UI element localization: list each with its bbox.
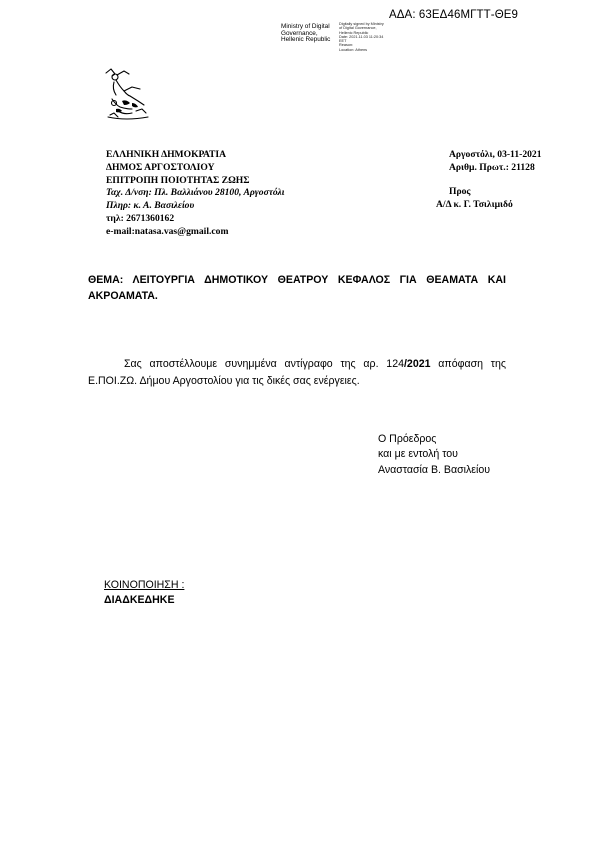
sender-block (106, 149, 284, 239)
body-word: αρ. (363, 358, 379, 370)
body-line-2: Ε.ΠΟΙ.ΖΩ. Δήμου Αργοστολίου για τις δικές σας ενέργειες. (88, 374, 360, 387)
subject-line: ΘΕΜΑ: ΛΕΙΤΟΥΡΓΙΑ ΔΗΜΟΤΙΚΟΥ ΘΕΑΤΡΟΥ ΚΕΦΑΛΟΣ ΓΙΑ ΘΕΑΜΑΤΑ ΚΑΙ ΑΚΡΟΑΜΑΤΑ. (88, 274, 506, 302)
date-place: Αργοστόλι, 03-11-2021 (449, 149, 542, 160)
protocol-number: Αριθμ. Πρωτ.: 21128 (449, 161, 535, 173)
body-word: της (340, 358, 356, 370)
ada-code: ΑΔΑ: 63ΕΔ46ΜΓΤΤ-ΘΕ9 (389, 9, 519, 21)
signature-detail-line: Reason: (339, 43, 354, 48)
digital-signature-signer (281, 24, 330, 44)
org-email: e-mail:natasa.vas@gmail.com (106, 225, 229, 237)
hermes-emblem-icon (102, 65, 150, 123)
date-protocol-block (449, 149, 542, 175)
decision-number: 124/2021 (386, 358, 431, 370)
signature-authority: και με εντολή του (378, 448, 458, 461)
signature-detail-line: Hellenic Republic (339, 30, 369, 35)
signature-detail-line: Date: 2021.11.03 11:20:34 (339, 34, 384, 39)
signature-detail-line: Digitally signed by Ministry (339, 22, 384, 26)
org-country: ΕΛΛΗΝΙΚΗ ΔΗΜΟΚΡΑΤΙΑ (106, 149, 227, 160)
notification-label: ΚΟΙΝΟΠΟΙΗΣΗ : (104, 579, 185, 591)
signer-line: Ministry of Digital (281, 23, 330, 30)
signature-name: Αναστασία Β. Βασιλείου (378, 463, 491, 476)
notification-value: ΔΙΑΔΚΕΔΗΚΕ (104, 594, 175, 607)
recipient: Α/Δ κ. Γ. Τσιλιμιδό (436, 199, 513, 210)
to-label: Προς (449, 186, 471, 197)
body-word: Σας (124, 358, 142, 370)
org-contact-person: Πληρ: κ. Α. Βασιλείου (106, 200, 195, 212)
org-municipality: ΔΗΜΟΣ ΑΡΓΟΣΤΟΛΙΟΥ (106, 161, 215, 173)
org-committee: ΕΠΙΤΡΟΠΗ ΠΟΙΟΤΗΤΑΣ ΖΩΗΣ (106, 174, 250, 186)
org-phone: τηλ: 2671360162 (106, 212, 175, 224)
body-line-1 (88, 356, 506, 373)
digital-signature-details (339, 22, 384, 52)
signature-title: Ο Πρόεδρος (378, 433, 437, 445)
signature-detail-line: EET (339, 39, 347, 44)
org-address: Ταχ. Δ/νση: Πλ. Βαλλιάνου 28100, Αργοστόλι (106, 187, 285, 199)
body-word: απόφαση (438, 358, 484, 370)
body-word: αντίγραφο (284, 358, 333, 370)
body-paragraph (88, 356, 506, 389)
signature-block (378, 432, 490, 478)
notification-block (104, 578, 184, 609)
body-word: αποστέλλουμε (149, 358, 218, 370)
signer-line: Hellenic Republic (281, 36, 331, 44)
decision-year: /2021 (403, 358, 431, 370)
body-word: της (490, 358, 506, 370)
signer-line: Governance, (281, 29, 318, 37)
signature-detail-line: of Digital Governance, (339, 26, 377, 31)
signature-detail-line: Location: Athens (339, 47, 368, 52)
body-word: συνημμένα (224, 358, 277, 370)
